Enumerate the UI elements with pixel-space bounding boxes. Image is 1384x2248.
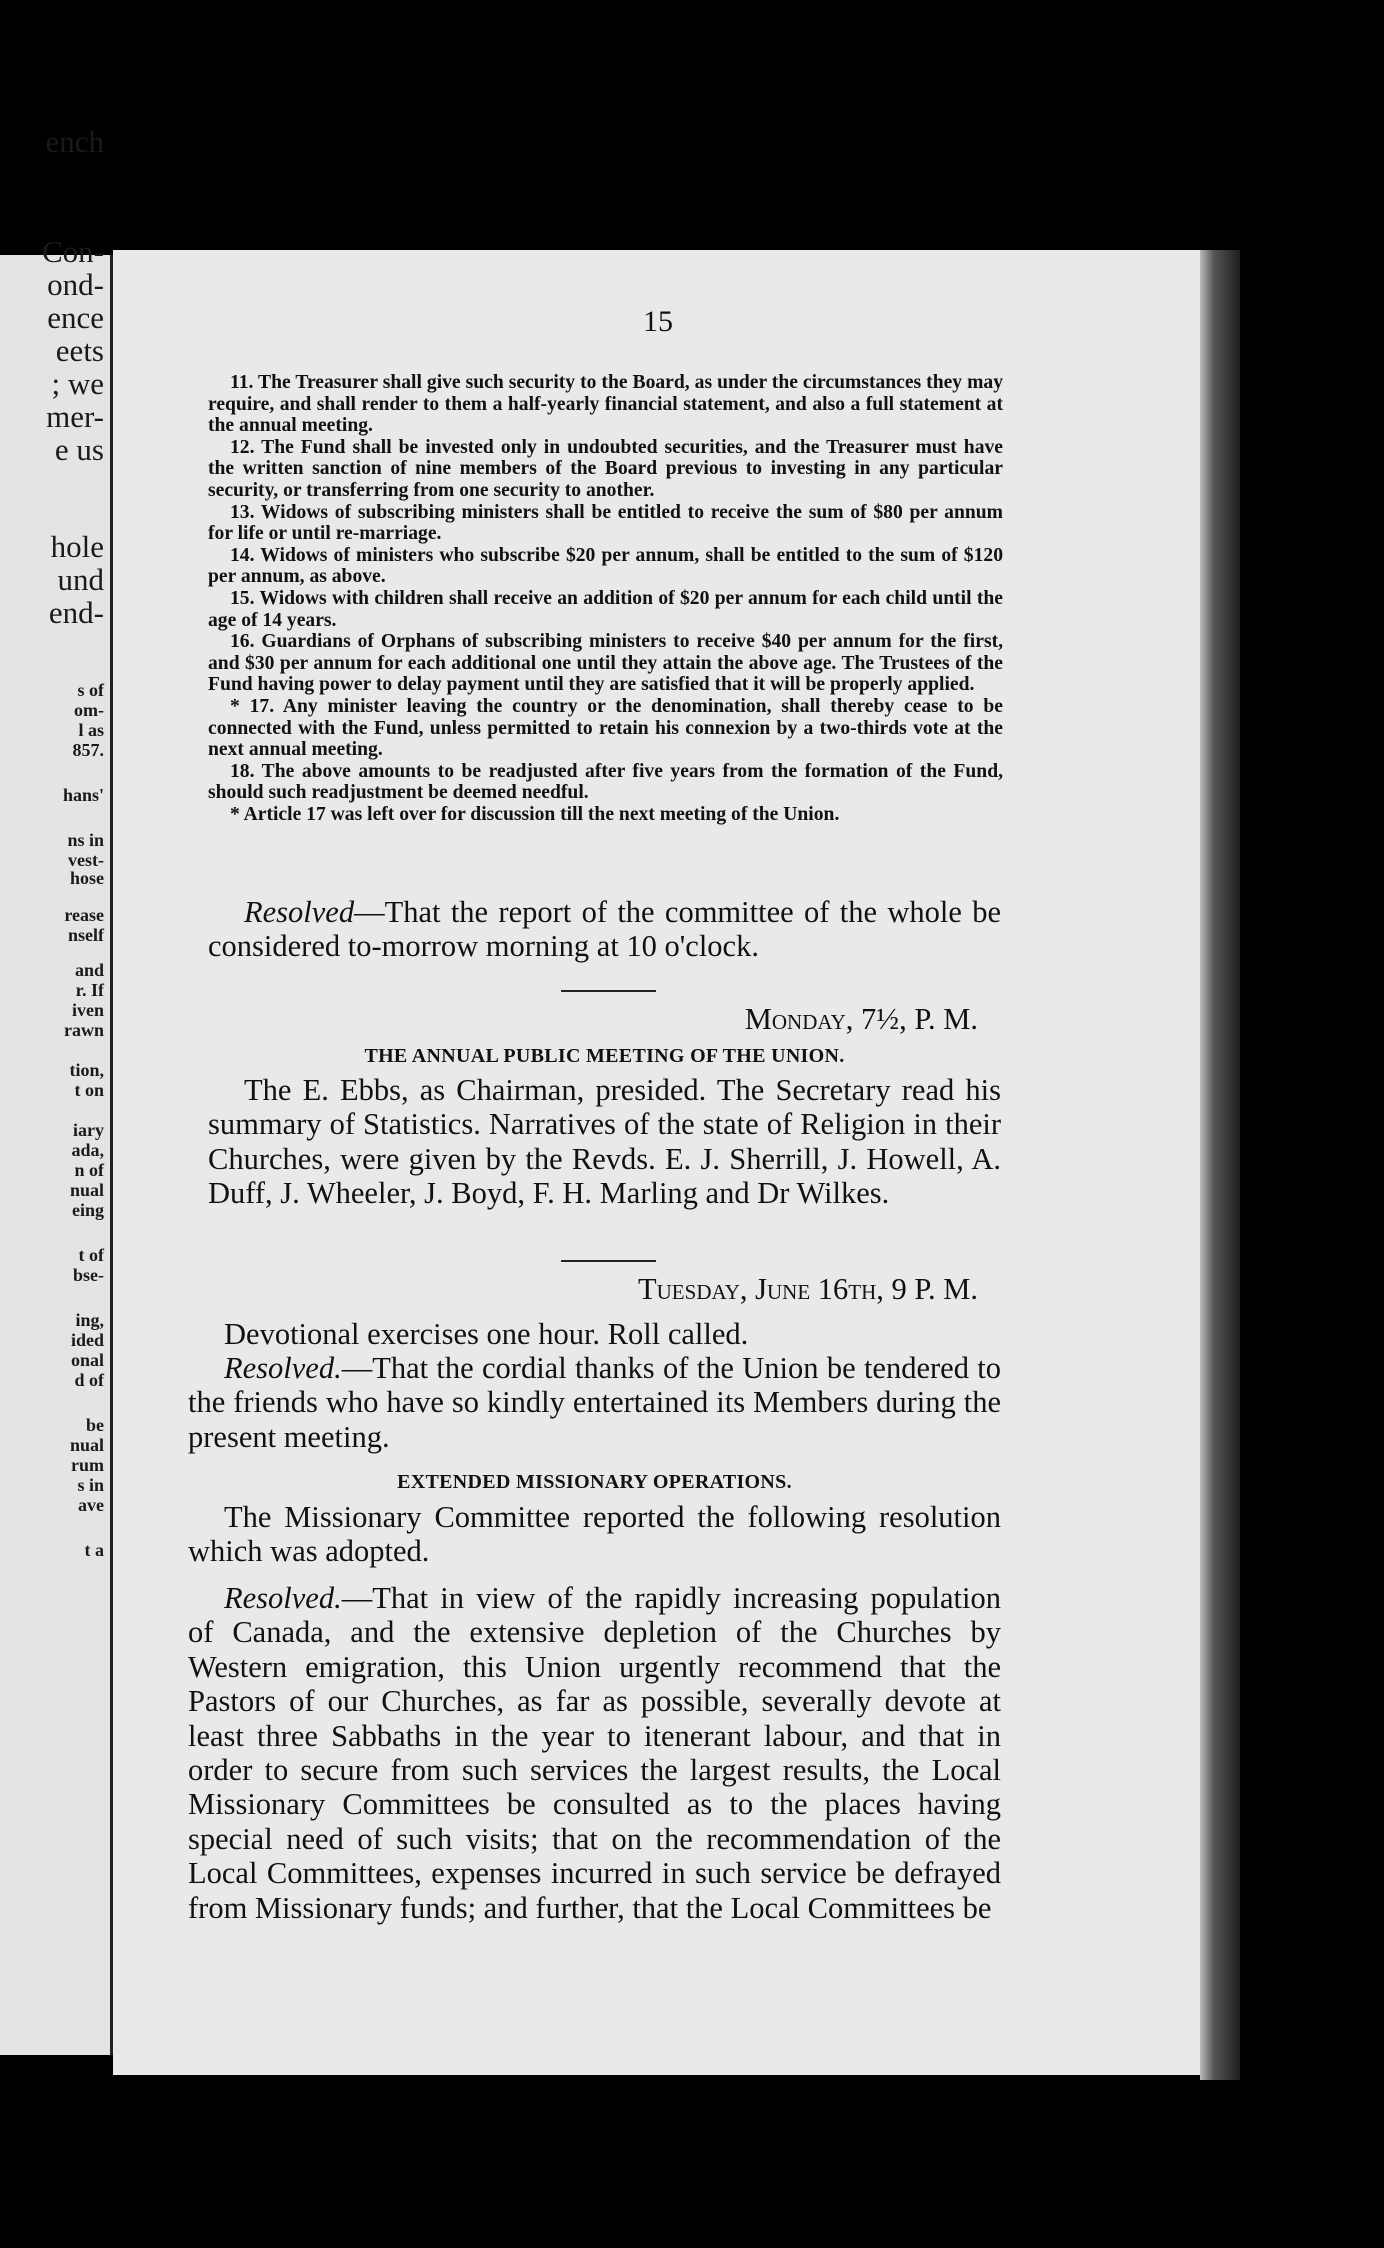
left-page-fragment: ond-	[47, 267, 104, 302]
resolved-label: Resolved.	[224, 1581, 342, 1615]
left-page-fragment: ing,	[75, 1310, 104, 1330]
book-binding-edge	[1200, 250, 1240, 2080]
left-page-fragment: t on	[74, 1080, 104, 1100]
left-page-fragment: bse-	[73, 1265, 104, 1285]
left-page-fragment: be	[86, 1415, 104, 1435]
left-page-fragment: e us	[54, 432, 104, 467]
left-page-fragment: ns in	[67, 830, 104, 850]
left-page-fragment: ence	[47, 300, 104, 335]
left-page-fragment: rum	[71, 1455, 104, 1475]
left-page-fragment: und	[57, 562, 104, 597]
missionary-operations-heading: EXTENDED MISSIONARY OPERATIONS.	[397, 1471, 792, 1493]
left-page-fragment: s of	[77, 680, 104, 700]
book-page	[113, 250, 1203, 2075]
resolved-report-text: —That the report of the committee of the whole be considered to-morrow morning at 10 o'clock.	[208, 895, 1001, 964]
left-page-fragment: onal	[70, 1350, 104, 1370]
left-page-fragment: t of	[78, 1245, 104, 1265]
devotional-exercises: Devotional exercises one hour. Roll called.	[224, 1317, 749, 1351]
annual-meeting-text: The E. Ebbs, as Chairman, presided. The Secretary read his summary of Statistics. Narratives of the state of Religion in their Churches, were given by the Revds. E. J. Sherrill, J. Howell, A. Duff, J. Wheeler, J. Boyd, F. H. Marling and Dr Wilkes.	[208, 1073, 1001, 1211]
section-divider	[561, 990, 656, 992]
left-page-fragment: r. If	[75, 980, 104, 1000]
article-13: 13. Widows of subscribing ministers shall be entitled to receive the sum of $80 per annum for life or until re-marriage.	[208, 501, 1003, 545]
left-page-fragment: 857.	[72, 740, 104, 760]
left-page-fragment: end-	[48, 595, 104, 630]
missionary-committee-report: The Missionary Committee reported the following resolution which was adopted.	[188, 1500, 1001, 1569]
article-11: 11. The Treasurer shall give such security to the Board, as under the circumstances they may require, and shall render to them a half-yearly financial statement, and also a full statement at the annual meeting.	[208, 372, 1003, 437]
left-page-fragment: iven	[71, 1000, 104, 1020]
left-page-fragment: hole	[50, 529, 104, 564]
resolved-report	[208, 895, 1001, 964]
left-page-fragment: n of	[74, 1160, 104, 1180]
left-page-fragment: ; we	[51, 366, 104, 401]
left-page-fragment: om-	[74, 700, 104, 720]
left-page-fragment: tion,	[69, 1060, 104, 1080]
left-page-fragment: ave	[78, 1495, 104, 1515]
facing-page-fragment	[0, 124, 113, 2055]
page-number: 15	[643, 305, 673, 338]
resolved-thanks: Resolved.—That the cordial thanks of the Union be tendered to the friends who have so kindly entertained its Members during the present meeting.	[188, 1351, 1001, 1454]
left-page-fragment: eing	[71, 1200, 104, 1220]
article-17-footnote: * Article 17 was left over for discussion till the next meeting of the Union.	[230, 803, 840, 825]
left-page-fragment: nual	[69, 1435, 104, 1455]
left-page-fragment: hose	[69, 868, 104, 888]
left-page-fragment: rease	[64, 905, 104, 925]
left-page-fragment: rawn	[64, 1020, 104, 1040]
resolved-label: Resolved	[244, 895, 355, 929]
annual-meeting-heading: THE ANNUAL PUBLIC MEETING OF THE UNION.	[364, 1045, 845, 1067]
left-page-fragment: hans'	[62, 785, 104, 805]
article-15: 15. Widows with children shall receive an addition of $20 per annum for each child until the age of 14 years.	[208, 587, 1003, 631]
article-12: 12. The Fund shall be invested only in undoubted securities, and the Treasurer must have the written sanction of nine members of the Board previous to investing in any particular security, or transferring from one security to another.	[208, 436, 1003, 501]
left-page-fragment: iary	[73, 1120, 104, 1140]
fund-articles	[208, 372, 1003, 825]
left-page-fragment: l as	[78, 720, 104, 740]
article-18: 18. The above amounts to be readjusted after five years from the formation of the Fund, should such readjustment be deemed needful.	[208, 760, 1003, 804]
tuesday-dateline: Tuesday, June 16th, 9 P. M.	[638, 1272, 978, 1306]
resolved-missionary: Resolved.—That in view of the rapidly increasing population of Canada, and the extensive depletion of the Churches by Western emigration, this Union urgently recommend that the Pastors of our Churches, as far as possible, severally devote at least three Sabbaths in the year to itenerant labour, and that in order to secure from such services the largest results, the Local Missionary Committees be consulted as to the places having special need of such visits; that on the recommendation of the Local Committees, expenses incurred in such service be defrayed from Missionary funds; and further, that the Local Committees be	[188, 1581, 1001, 1925]
left-page-fragment: ada,	[71, 1140, 104, 1160]
left-page-fragment: t a	[84, 1540, 104, 1560]
left-page-fragment: ided	[70, 1330, 104, 1350]
left-page-fragment: nself	[68, 925, 104, 945]
left-page-fragment: mer-	[46, 399, 104, 434]
left-page-fragment: nual	[69, 1180, 104, 1200]
article-17: * 17. Any minister leaving the country or the denomination, shall thereby cease to be connected with the Fund, unless permitted to retain his connexion by a two-thirds vote at the next annual meeting.	[208, 695, 1003, 761]
left-page-fragment: ench	[45, 124, 104, 159]
monday-dateline: Monday, 7½, P. M.	[744, 1002, 978, 1036]
section-divider	[561, 1260, 656, 1262]
left-page-fragment: s in	[77, 1475, 104, 1495]
left-page-fragment: eets	[55, 333, 104, 368]
resolved-label: Resolved.	[224, 1351, 342, 1385]
left-page-fragment: vest-	[68, 850, 104, 870]
left-page-fragment: d of	[74, 1370, 104, 1390]
article-14: 14. Widows of ministers who subscribe $20 per annum, shall be entitled to the sum of $120 per annum, as above.	[208, 544, 1003, 588]
article-16: 16. Guardians of Orphans of subscribing ministers to receive $40 per annum for the first, and $30 per annum for each additional one until they attain the above age. The Trustees of the Fund having power to delay payment until they are satisfied that it will be properly applied.	[208, 631, 1003, 696]
left-page-fragment: Con-	[42, 234, 104, 269]
left-page-fragment: and	[74, 960, 104, 980]
